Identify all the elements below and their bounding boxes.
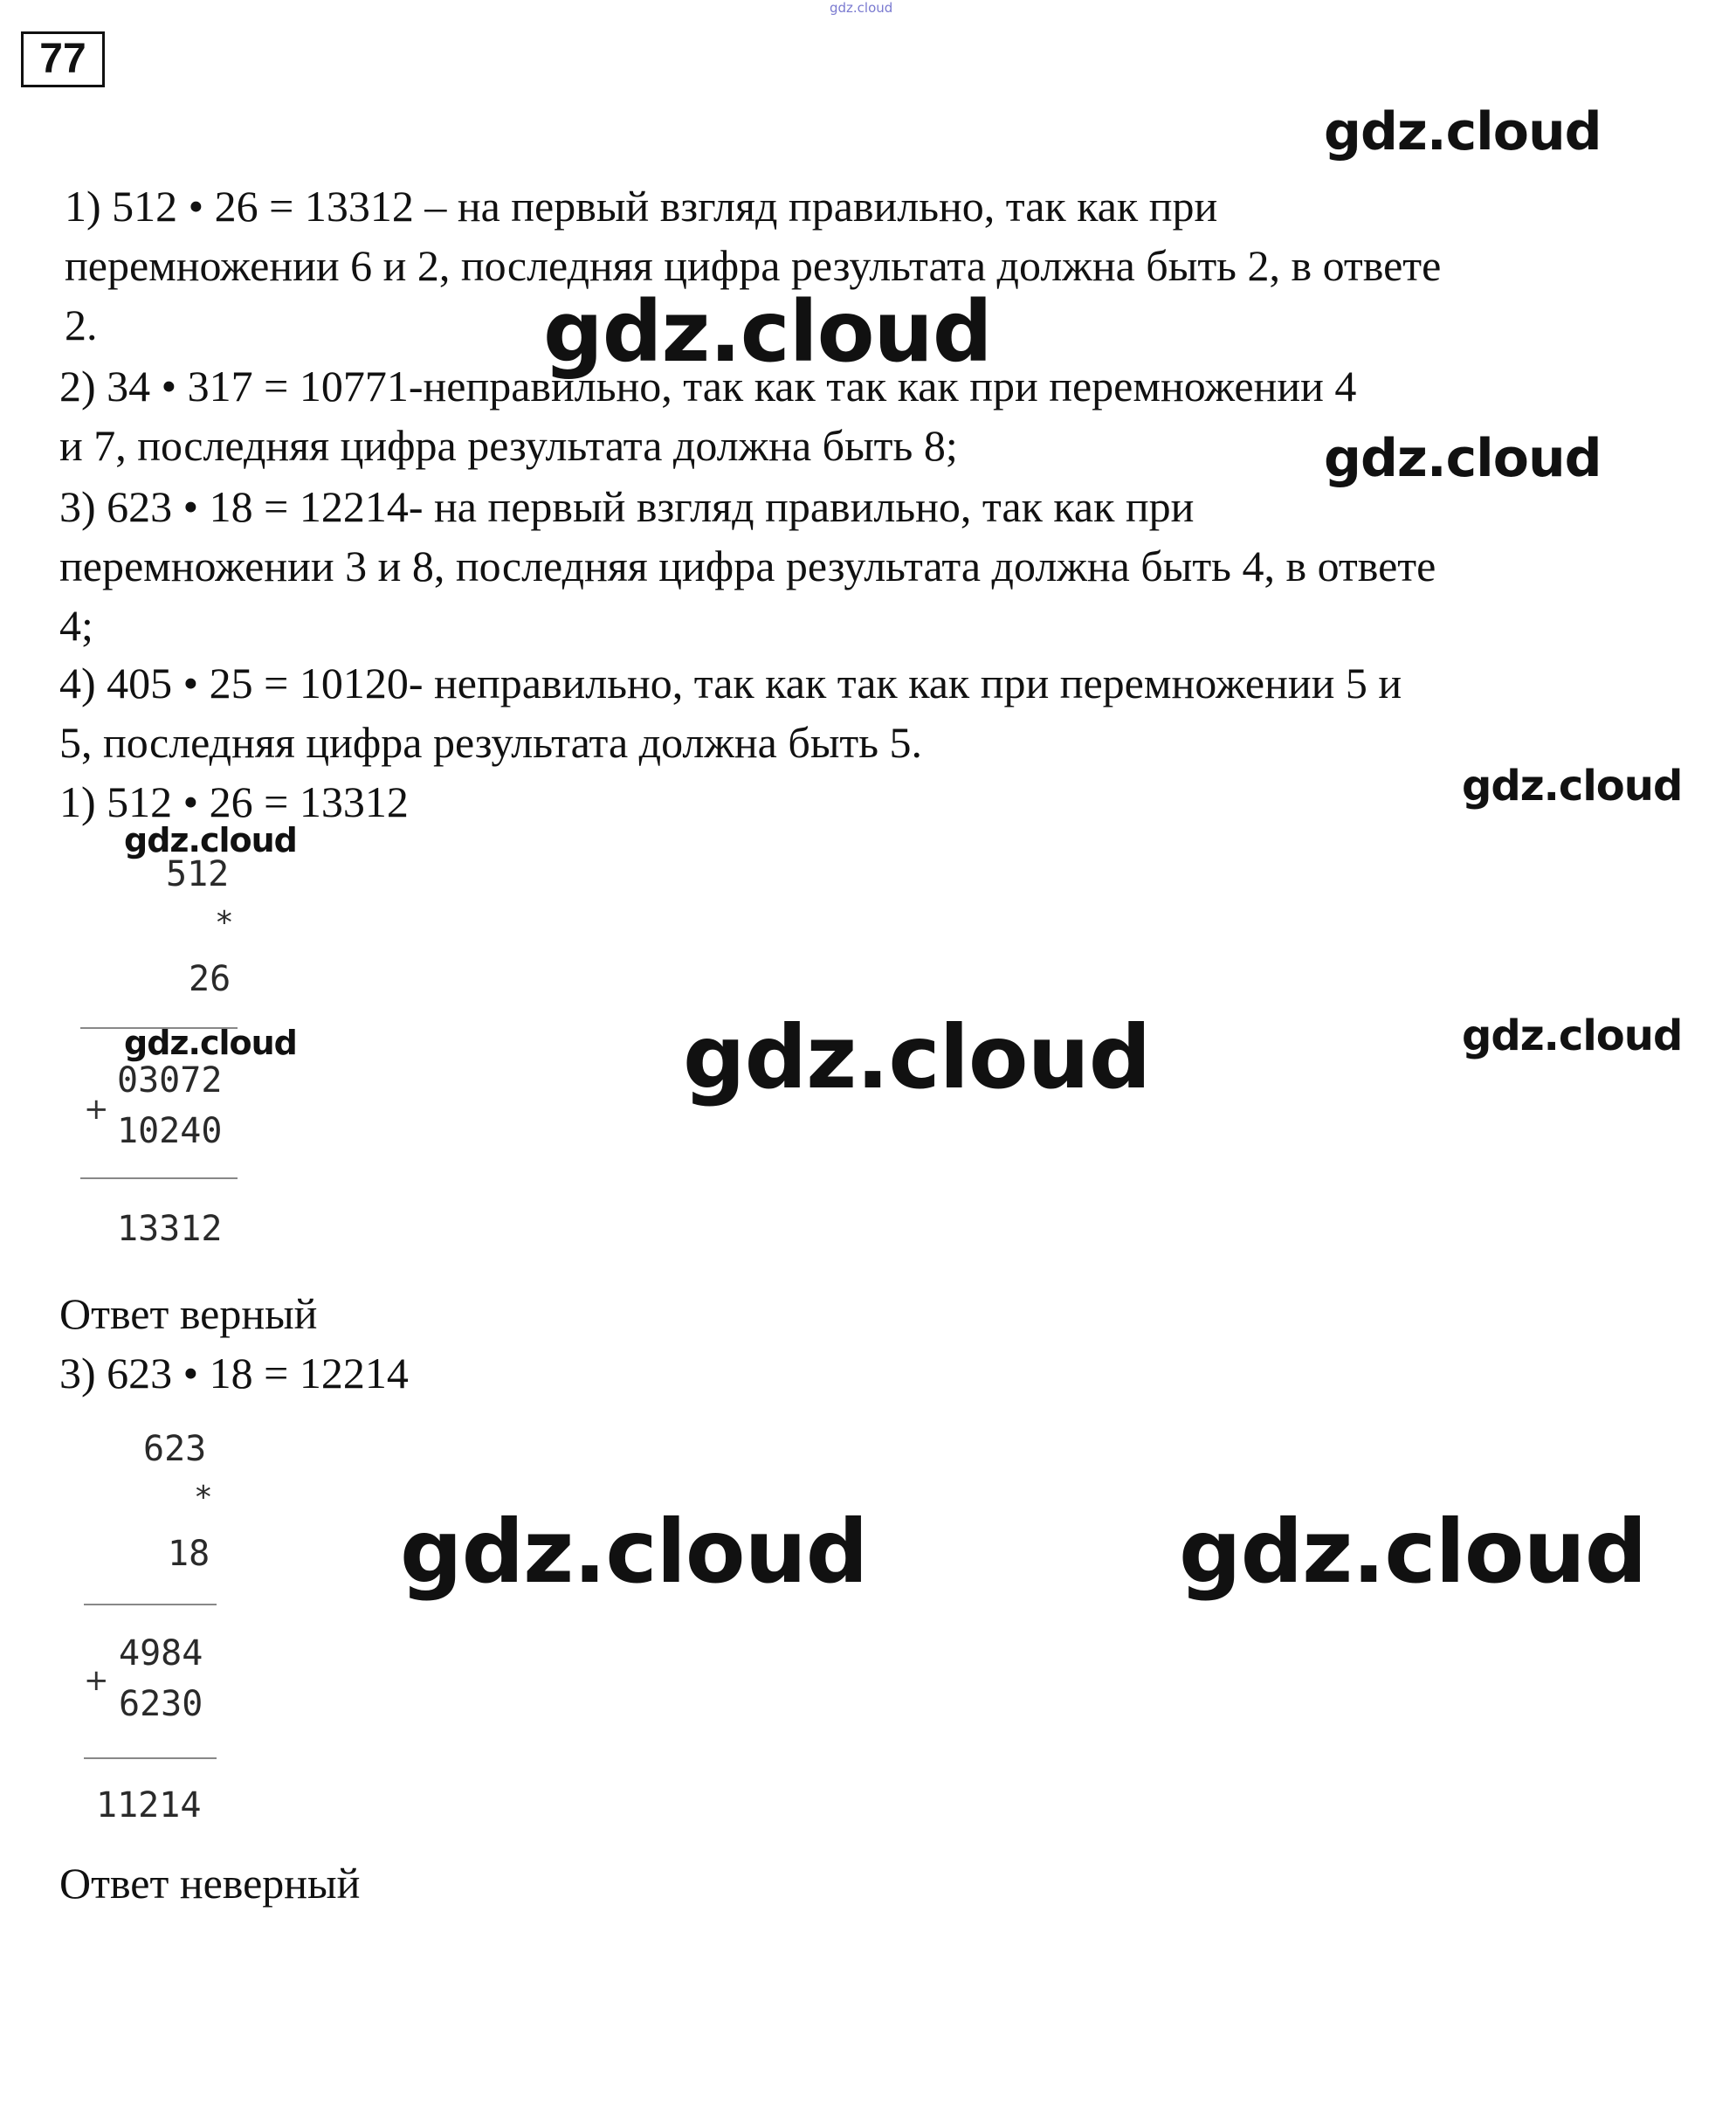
watermark: gdz.cloud: [1324, 428, 1602, 489]
watermark: gdz.cloud: [1462, 762, 1683, 811]
check2-result: 11214: [96, 1785, 202, 1825]
check2-rule-2: [84, 1757, 217, 1759]
explanation-line-3: 2.: [65, 300, 98, 349]
watermark: gdz.cloud: [124, 1024, 297, 1062]
explanation-line-5: и 7, последняя цифра результата должна быть 8;: [59, 421, 958, 470]
check2-plus: +: [84, 1663, 109, 1698]
check2-rule-1: [84, 1604, 217, 1605]
watermark: gdz.cloud: [124, 821, 297, 859]
check1-rule-2: [80, 1177, 238, 1179]
check1-verdict: Ответ верный: [59, 1289, 318, 1338]
explanation-line-2: перемножении 6 и 2, последняя цифра результата должна быть 2, в ответе: [65, 241, 1442, 290]
watermark: gdz.cloud: [683, 1006, 1151, 1108]
check1-partial2: 10240: [117, 1111, 223, 1151]
explanation-line-10: 5, последняя цифра результата должна быть 5.: [59, 718, 923, 767]
check1-multiplicand: 512: [166, 854, 230, 894]
task-number: 77: [21, 31, 105, 87]
check1-heading: 1) 512 • 26 = 13312: [59, 777, 409, 826]
check2-verdict: Ответ неверный: [59, 1859, 361, 1908]
watermark: gdz.cloud: [543, 283, 992, 381]
check1-result: 13312: [117, 1209, 223, 1249]
check1-sign: *: [215, 905, 234, 941]
top-watermark: gdz.cloud: [830, 0, 893, 16]
check1-plus: +: [84, 1092, 109, 1127]
check2-heading: 3) 623 • 18 = 12214: [59, 1349, 409, 1398]
watermark: gdz.cloud: [1462, 1011, 1683, 1060]
check2-sign: *: [194, 1480, 213, 1515]
watermark: gdz.cloud: [400, 1501, 868, 1603]
watermark: gdz.cloud: [1179, 1501, 1647, 1603]
check2-partial2: 6230: [119, 1684, 203, 1724]
check2-multiplier: 18: [168, 1534, 210, 1574]
check2-multiplicand: 623: [143, 1429, 207, 1469]
explanation-line-9: 4) 405 • 25 = 10120- неправильно, так как так как при перемножении 5 и: [59, 659, 1402, 707]
explanation-line-1: 1) 512 • 26 = 13312 – на первый взгляд правильно, так как при: [65, 182, 1218, 231]
explanation-line-6: 3) 623 • 18 = 12214- на первый взгляд правильно, так как при: [59, 482, 1195, 531]
check1-partial1: 03072: [117, 1060, 223, 1101]
check2-partial1: 4984: [119, 1633, 203, 1674]
watermark: gdz.cloud: [1324, 101, 1602, 162]
check1-multiplier: 26: [189, 959, 231, 999]
explanation-line-4: 2) 34 • 317 = 10771-неправильно, так как так как при перемножении 4: [59, 362, 1357, 411]
explanation-line-8: 4;: [59, 601, 93, 650]
explanation-line-7: перемножении 3 и 8, последняя цифра результата должна быть 4, в ответе: [59, 542, 1436, 590]
